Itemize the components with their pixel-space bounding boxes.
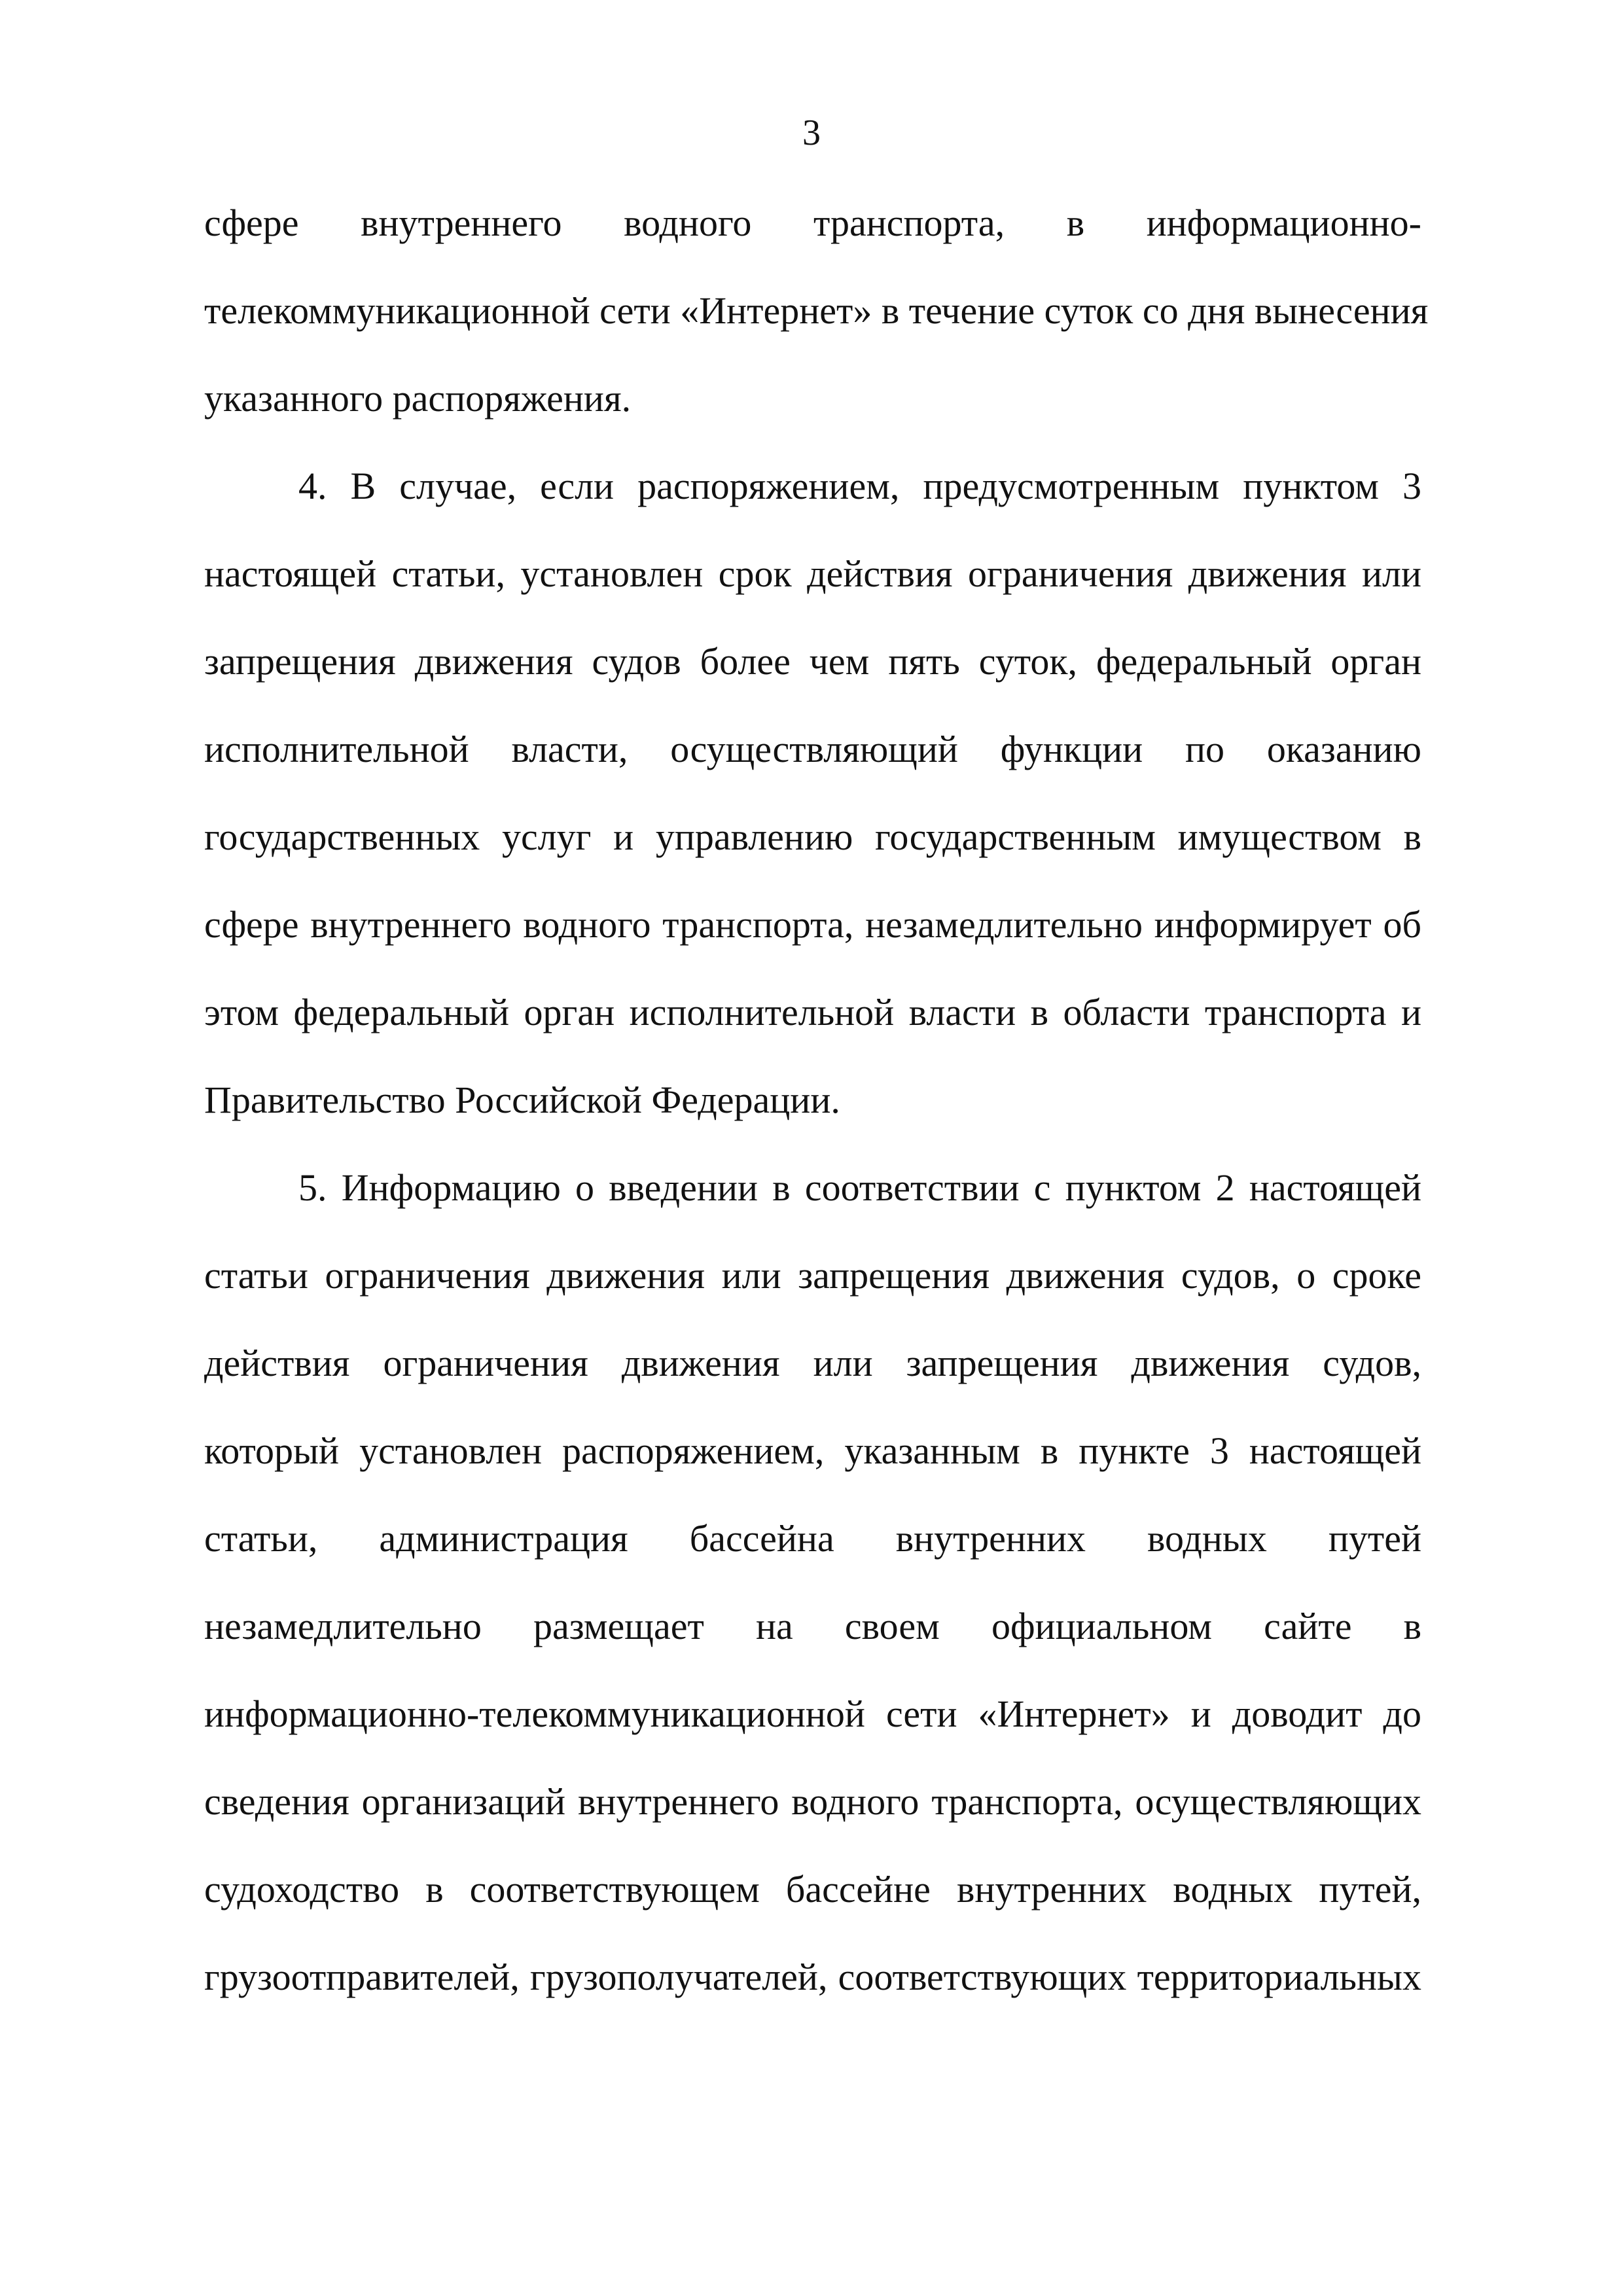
text-line: 5. Информацию о введении в соответствии с пунктом 2 настоящей xyxy=(298,1166,1421,1209)
text-line: судоходство в соответствующем бассейне внутренних водных путей, xyxy=(204,1868,1421,1910)
text-line: сведения организаций внутреннего водного транспорта, осуществляющих xyxy=(204,1780,1421,1823)
text-line: сфере внутреннего водного транспорта, незамедлительно информирует об xyxy=(204,903,1421,946)
text-line: 4. В случае, если распоряжением, предусмотренным пунктом 3 xyxy=(298,465,1421,507)
text-line: статьи, администрация бассейна внутренних водных путей xyxy=(204,1517,1421,1560)
text-line: который установлен распоряжением, указанным в пункте 3 настоящей xyxy=(204,1429,1421,1472)
text-line: статьи ограничения движения или запрещения движения судов, о сроке xyxy=(204,1254,1421,1297)
text-line: информационно-телекоммуникационной сети «Интернет» и доводит до xyxy=(204,1693,1421,1735)
text-line: исполнительной власти, осуществляющий функции по оказанию xyxy=(204,728,1421,770)
text-line: Правительство Российской Федерации. xyxy=(204,1079,840,1121)
text-line: государственных услуг и управлению государственным имуществом в xyxy=(204,816,1421,858)
text-line: настоящей статьи, установлен срок действия ограничения движения или xyxy=(204,552,1421,595)
text-line: сфере внутреннего водного транспорта, в информационно- xyxy=(204,202,1421,244)
text-line: запрещения движения судов более чем пять суток, федеральный орган xyxy=(204,640,1421,683)
text-line: грузоотправителей, грузополучателей, соответствующих территориальных xyxy=(204,1956,1421,1998)
text-line: телекоммуникационной сети «Интернет» в течение суток со дня вынесения xyxy=(204,289,1429,332)
text-line: этом федеральный орган исполнительной власти в области транспорта и xyxy=(204,991,1421,1033)
page-number: 3 xyxy=(802,113,821,153)
text-line: действия ограничения движения или запрещения движения судов, xyxy=(204,1342,1421,1384)
text-line: указанного распоряжения. xyxy=(204,377,632,420)
text-line: незамедлительно размещает на своем официальном сайте в xyxy=(204,1605,1421,1647)
